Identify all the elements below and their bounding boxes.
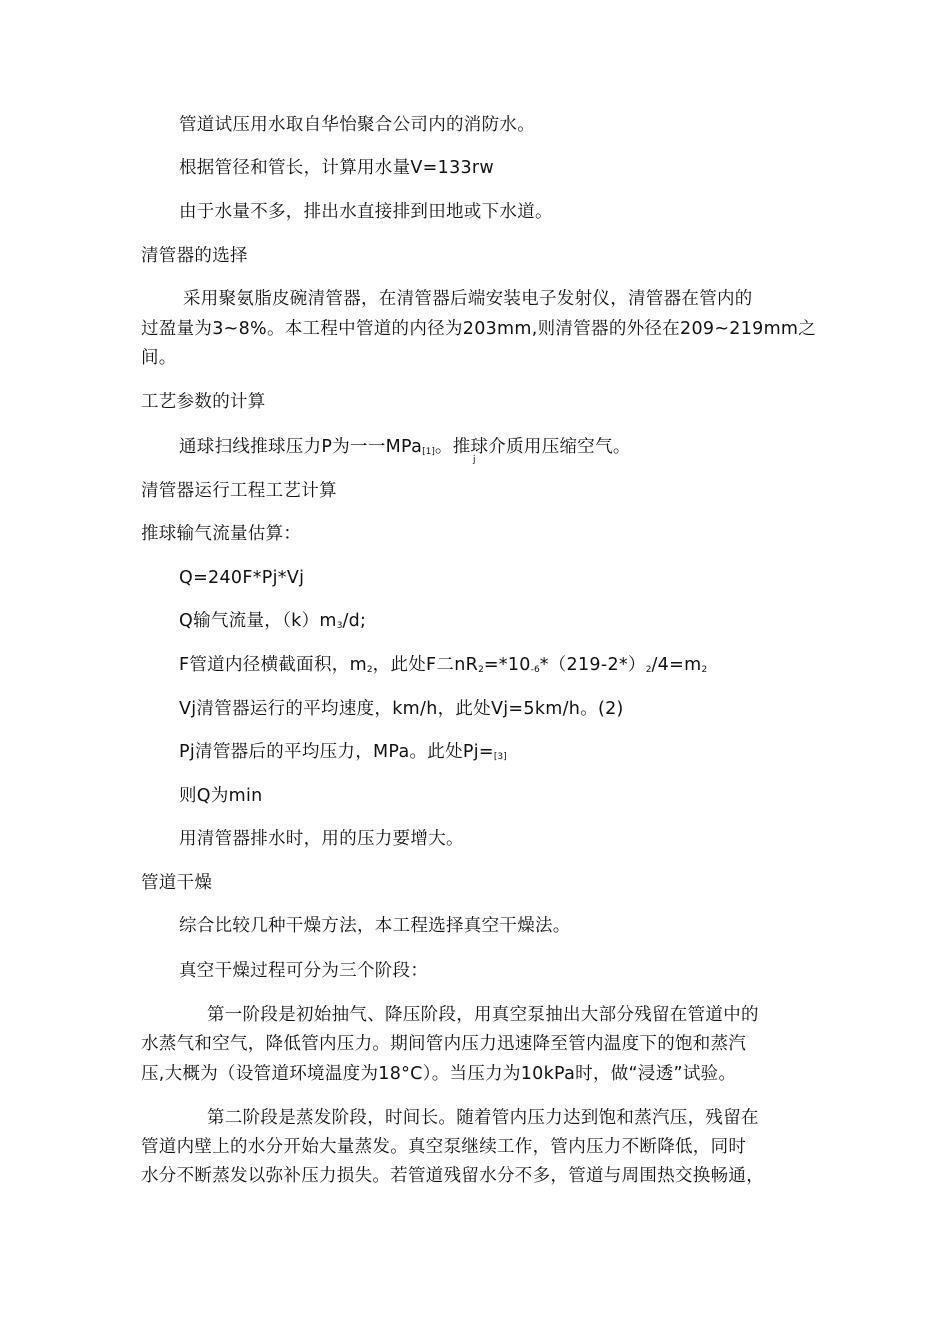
paragraph-water-source: 管道试压用水取自华怡聚合公司内的消防水。 bbox=[179, 115, 535, 135]
definition-f-text: F管道内径横截面积，m bbox=[179, 655, 367, 675]
paragraph-pig-line-1: 采用聚氨脂皮碗清管器，在清管器后端安装电子发射仪，清管器在管内的 bbox=[183, 289, 753, 309]
push-pressure-text: 通球扫线推球压力P为一一MPa bbox=[179, 437, 423, 457]
paragraph-drying-method: 综合比较几种干燥方法，本工程选择真空干燥法。 bbox=[179, 916, 571, 936]
heading-pig-selection: 清管器的选择 bbox=[141, 246, 248, 266]
subscript: 2 bbox=[366, 665, 373, 675]
paragraph-stage2-line-3: 水分不断蒸发以弥补压力损失。若管道残留水分不多，管道与周围热交换畅通， bbox=[141, 1166, 764, 1186]
reference-mark: [1] bbox=[422, 447, 435, 457]
reference-mark: [3] bbox=[493, 752, 507, 762]
heading-pig-calculation: 清管器运行工程工艺计算 bbox=[141, 481, 337, 501]
paragraph-pig-line-3: 间。 bbox=[141, 348, 177, 368]
result-q: 则Q为min bbox=[179, 786, 263, 806]
definition-q-unit: /d; bbox=[342, 611, 367, 631]
subscript: 3 bbox=[336, 621, 343, 631]
push-medium-text: 。推球介质用压缩空气。 bbox=[434, 437, 631, 457]
paragraph-stage1-line-2: 水蒸气和空气，降低管内压力。期间管内压力迅速降至管内温度下的饱和蒸汽 bbox=[141, 1034, 747, 1054]
definition-q-text: Q输气流量，（k）m bbox=[179, 611, 337, 631]
paragraph-stage2-line-1: 第二阶段是蒸发阶段，时间长。随着管内压力达到饱和蒸汽压，残留在 bbox=[207, 1108, 759, 1128]
subscript: 2 bbox=[701, 665, 708, 675]
heading-process-parameters: 工艺参数的计算 bbox=[141, 392, 266, 412]
subscript: 2 bbox=[478, 665, 484, 675]
paragraph-stage1-line-1: 第一阶段是初始抽气、降压阶段，用真空泵抽出大部分残留在管道中的 bbox=[207, 1005, 759, 1025]
definition-f bbox=[179, 654, 707, 681]
paragraph-push-pressure bbox=[179, 436, 631, 463]
definition-f-text-4: *（219-2*） bbox=[539, 655, 646, 675]
paragraph-drying-stages: 真空干燥过程可分为三个阶段： bbox=[179, 961, 429, 981]
subscript: -6 bbox=[530, 665, 540, 675]
definition-f-text-2: ，此处F二nR bbox=[372, 655, 479, 675]
heading-pipe-drying: 管道干燥 bbox=[141, 873, 213, 893]
definition-f-text-5: /4=m bbox=[651, 655, 702, 675]
definition-vj: Vj清管器运行的平均速度，km/h，此处Vj=5km/h。(2) bbox=[179, 699, 624, 719]
heading-gas-flow-estimate: 推球输气流量估算： bbox=[141, 524, 302, 544]
definition-pj-text: Pj清管器后的平均压力，MPa。此处Pj= bbox=[179, 742, 494, 762]
paragraph-pig-line-2: 过盈量为3~8%。本工程中管道的内径为203mm,则清管器的外径在209~219mm之 bbox=[141, 319, 817, 339]
paragraph-water-drain: 由于水量不多，排出水直接排到田地或下水道。 bbox=[179, 202, 553, 222]
subscript: 2 bbox=[645, 665, 652, 675]
formula-q: Q=240F*Pj*Vj bbox=[179, 568, 305, 588]
paragraph-stage2-line-2: 管道内壁上的水分开始大量蒸发。真空泵继续工作，管内压力不断降低，同时 bbox=[141, 1137, 747, 1157]
paragraph-stage1-line-3: 压,大概为（设管道环境温度为18°C）。当压力为10kPa时，做“浸透”试验。 bbox=[141, 1064, 737, 1084]
stray-mark: j bbox=[473, 455, 476, 465]
definition-pj bbox=[179, 741, 507, 768]
definition-q bbox=[179, 610, 366, 637]
definition-f-text-3: =*10 bbox=[483, 655, 531, 675]
paragraph-water-volume: 根据管径和管长，计算用水量V=133rw bbox=[179, 158, 495, 178]
paragraph-drain-pressure: 用清管器排水时，用的压力要增大。 bbox=[179, 829, 464, 849]
